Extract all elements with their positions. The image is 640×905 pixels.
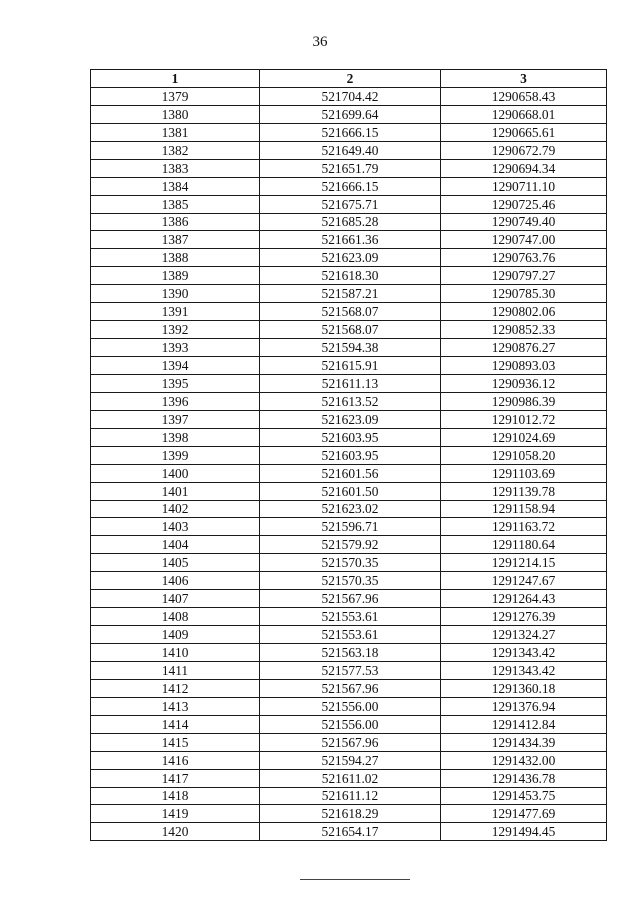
table-row [91,769,607,787]
table-cell-col-2: 521649.40 [260,141,441,159]
table-cell-col-1: 1383 [91,159,260,177]
coordinates-table [90,69,607,841]
table-cell-col-3: 1290749.40 [441,213,607,231]
table-cell-col-2: 521685.28 [260,213,441,231]
table-cell-col-3: 1290672.79 [441,141,607,159]
table-cell-col-1: 1397 [91,410,260,428]
table-row [91,464,607,482]
table-cell-col-3: 1291477.69 [441,805,607,823]
table-cell-col-3: 1291436.78 [441,769,607,787]
table-cell-col-2: 521567.96 [260,733,441,751]
table-cell-col-2: 521611.02 [260,769,441,787]
table-cell-col-1: 1401 [91,482,260,500]
table-row [91,446,607,464]
table-cell-col-1: 1388 [91,249,260,267]
table-cell-col-2: 521596.71 [260,518,441,536]
table-row [91,644,607,662]
column-header-1: 1 [91,70,260,88]
table-cell-col-3: 1291058.20 [441,446,607,464]
table-row [91,733,607,751]
table-cell-col-1: 1392 [91,321,260,339]
table-cell-col-3: 1291343.42 [441,661,607,679]
table-row [91,661,607,679]
table-cell-col-3: 1290694.34 [441,159,607,177]
table-cell-col-2: 521603.95 [260,428,441,446]
table-row [91,679,607,697]
table-cell-col-3: 1291103.69 [441,464,607,482]
table-cell-col-1: 1410 [91,644,260,662]
table-cell-col-3: 1291139.78 [441,482,607,500]
table-cell-col-2: 521570.35 [260,572,441,590]
table-cell-col-2: 521568.07 [260,303,441,321]
table-cell-col-1: 1387 [91,231,260,249]
footer-rule [300,879,410,880]
table-row [91,410,607,428]
table-cell-col-2: 521611.13 [260,374,441,392]
table-row [91,213,607,231]
table-row [91,626,607,644]
table-row [91,105,607,123]
table-cell-col-2: 521579.92 [260,536,441,554]
table-cell-col-1: 1417 [91,769,260,787]
table-row [91,285,607,303]
table-row [91,590,607,608]
table-cell-col-2: 521567.96 [260,590,441,608]
table-cell-col-3: 1290785.30 [441,285,607,303]
table-cell-col-1: 1391 [91,303,260,321]
table-cell-col-2: 521611.12 [260,787,441,805]
table-cell-col-3: 1291453.75 [441,787,607,805]
table-cell-col-1: 1402 [91,500,260,518]
table-cell-col-2: 521556.00 [260,697,441,715]
table-cell-col-2: 521704.42 [260,87,441,105]
table-cell-col-2: 521613.52 [260,392,441,410]
table-cell-col-2: 521651.79 [260,159,441,177]
table-cell-col-2: 521568.07 [260,321,441,339]
table-cell-col-3: 1291494.45 [441,823,607,841]
table-cell-col-1: 1406 [91,572,260,590]
table-cell-col-3: 1291324.27 [441,626,607,644]
table-cell-col-3: 1290802.06 [441,303,607,321]
table-row [91,321,607,339]
table-cell-col-1: 1381 [91,123,260,141]
table-row [91,500,607,518]
table-cell-col-1: 1403 [91,518,260,536]
table-cell-col-2: 521623.09 [260,249,441,267]
table-cell-col-1: 1409 [91,626,260,644]
table-cell-col-1: 1419 [91,805,260,823]
table-cell-col-1: 1412 [91,679,260,697]
table-cell-col-3: 1291158.94 [441,500,607,518]
table-cell-col-1: 1400 [91,464,260,482]
table-cell-col-1: 1380 [91,105,260,123]
column-header-3: 3 [441,70,607,88]
table-cell-col-3: 1290876.27 [441,339,607,357]
table-cell-col-3: 1291024.69 [441,428,607,446]
table-row [91,87,607,105]
table-cell-col-2: 521553.61 [260,608,441,626]
table-row [91,608,607,626]
table-cell-col-3: 1291214.15 [441,554,607,572]
table-cell-col-1: 1416 [91,751,260,769]
table-cell-col-1: 1389 [91,267,260,285]
table-row [91,715,607,733]
table-cell-col-2: 521594.27 [260,751,441,769]
table-cell-col-3: 1290986.39 [441,392,607,410]
table-cell-col-3: 1290711.10 [441,177,607,195]
table-cell-col-3: 1291360.18 [441,679,607,697]
table-cell-col-1: 1407 [91,590,260,608]
table-cell-col-1: 1415 [91,733,260,751]
table-row [91,231,607,249]
table-cell-col-2: 521570.35 [260,554,441,572]
table-cell-col-1: 1393 [91,339,260,357]
table-row [91,536,607,554]
table-row [91,357,607,375]
table-cell-col-3: 1290936.12 [441,374,607,392]
table-cell-col-1: 1408 [91,608,260,626]
table-row [91,267,607,285]
table-body [91,87,607,840]
table-cell-col-2: 521661.36 [260,231,441,249]
table-row [91,303,607,321]
table-row [91,482,607,500]
page-number: 36 [312,34,328,50]
table-cell-col-1: 1411 [91,661,260,679]
table-cell-col-2: 521666.15 [260,123,441,141]
table-cell-col-1: 1399 [91,446,260,464]
table-cell-col-1: 1390 [91,285,260,303]
table-cell-col-1: 1413 [91,697,260,715]
table-cell-col-1: 1394 [91,357,260,375]
table-cell-col-1: 1418 [91,787,260,805]
table-cell-col-2: 521615.91 [260,357,441,375]
table-cell-col-2: 521699.64 [260,105,441,123]
table-row [91,823,607,841]
table-cell-col-3: 1291343.42 [441,644,607,662]
table-row [91,339,607,357]
table-cell-col-2: 521666.15 [260,177,441,195]
table-cell-col-3: 1290668.01 [441,105,607,123]
table-cell-col-3: 1291247.67 [441,572,607,590]
table-cell-col-2: 521618.29 [260,805,441,823]
table-cell-col-2: 521567.96 [260,679,441,697]
table-cell-col-2: 521601.50 [260,482,441,500]
table-cell-col-2: 521556.00 [260,715,441,733]
table-row [91,572,607,590]
table-cell-col-3: 1291180.64 [441,536,607,554]
table-cell-col-1: 1398 [91,428,260,446]
table-cell-col-2: 521623.09 [260,410,441,428]
table-cell-col-3: 1290658.43 [441,87,607,105]
table-cell-col-3: 1291276.39 [441,608,607,626]
table-cell-col-3: 1290852.33 [441,321,607,339]
table-row [91,159,607,177]
table-cell-col-3: 1290665.61 [441,123,607,141]
table-cell-col-2: 521623.02 [260,500,441,518]
table-cell-col-1: 1420 [91,823,260,841]
table-cell-col-1: 1414 [91,715,260,733]
table-cell-col-1: 1379 [91,87,260,105]
table-cell-col-3: 1291432.00 [441,751,607,769]
table-cell-col-3: 1290893.03 [441,357,607,375]
table-cell-col-3: 1291412.84 [441,715,607,733]
table-row [91,123,607,141]
table-header-row [91,70,607,88]
table-cell-col-2: 521577.53 [260,661,441,679]
table-cell-col-3: 1290763.76 [441,249,607,267]
table-cell-col-3: 1291376.94 [441,697,607,715]
table-cell-col-2: 521603.95 [260,446,441,464]
table-cell-col-1: 1395 [91,374,260,392]
table-row [91,554,607,572]
table-cell-col-1: 1405 [91,554,260,572]
table-cell-col-2: 521594.38 [260,339,441,357]
table-cell-col-3: 1290797.27 [441,267,607,285]
table-row [91,518,607,536]
table-cell-col-2: 521618.30 [260,267,441,285]
table-row [91,195,607,213]
table-cell-col-3: 1291434.39 [441,733,607,751]
table-row [91,392,607,410]
table-cell-col-2: 521587.21 [260,285,441,303]
table-cell-col-1: 1396 [91,392,260,410]
table-cell-col-2: 521601.56 [260,464,441,482]
table-cell-col-3: 1290725.46 [441,195,607,213]
table-row [91,787,607,805]
table-row [91,374,607,392]
table-cell-col-1: 1382 [91,141,260,159]
table-cell-col-3: 1291012.72 [441,410,607,428]
table-cell-col-1: 1385 [91,195,260,213]
table-row [91,428,607,446]
table-row [91,751,607,769]
table-row [91,177,607,195]
table-cell-col-3: 1291163.72 [441,518,607,536]
table-cell-col-1: 1384 [91,177,260,195]
table-cell-col-2: 521654.17 [260,823,441,841]
column-header-2: 2 [260,70,441,88]
table-row [91,249,607,267]
table-cell-col-3: 1291264.43 [441,590,607,608]
table-cell-col-3: 1290747.00 [441,231,607,249]
table-cell-col-2: 521553.61 [260,626,441,644]
table-row [91,141,607,159]
table-cell-col-2: 521675.71 [260,195,441,213]
table-cell-col-1: 1404 [91,536,260,554]
table-row [91,805,607,823]
table-cell-col-1: 1386 [91,213,260,231]
table-cell-col-2: 521563.18 [260,644,441,662]
table-row [91,697,607,715]
